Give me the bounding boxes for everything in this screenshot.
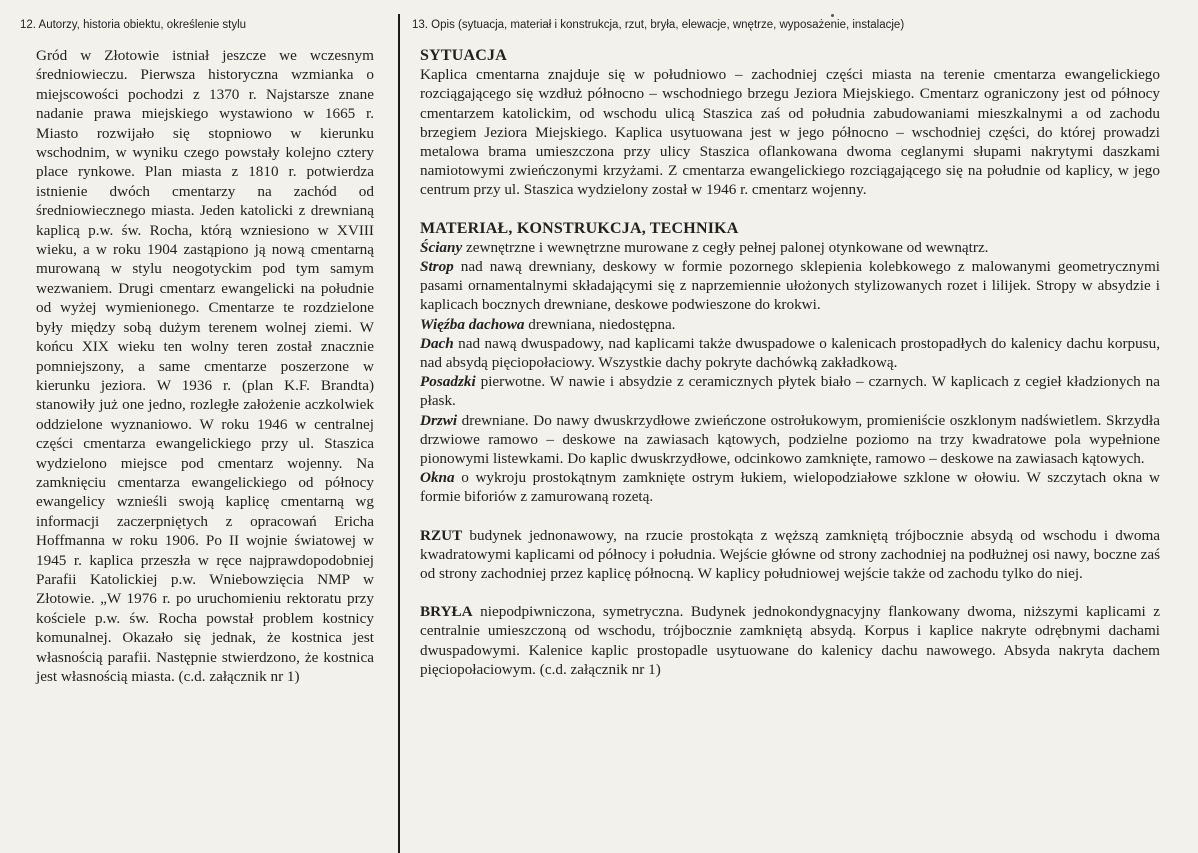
bryla-paragraph — [420, 602, 1160, 679]
text-ceiling: nad nawą drewniany, deskowy w formie pozornego sklepienia kolebkowego z malowanymi geometrycznymi pasami ornamentalnymi składającymi się z naprzemiennie ułożonych stylizowanych rozet i lilijek. Stropy w absydzie i kaplicach bocznych drewniane, deskowe podwieszone do krokwi. — [420, 258, 1160, 314]
term-floors: Posadzki — [420, 373, 476, 391]
term-roof: Dach — [420, 334, 454, 352]
material-item-roof — [420, 334, 1160, 372]
term-ceiling: Strop — [420, 258, 454, 276]
bryla-heading: BRYŁA — [420, 603, 473, 621]
right-column — [402, 0, 1198, 853]
section-13-header: 13. Opis (sytuacja, materiał i konstrukcja, rzut, bryła, elewacje, wnętrze, wyposażenie, instalacje) — [412, 19, 905, 31]
sytuacja-text: Kaplica cmentarna znajduje się w południowo – zachodniej części miasta na terenie cmentarza ewangelickiego rozciągającego się wzdłuż północno – wschodniego brzegu Jeziora Miejskiego. Cmentarz ograniczony jest od północy cmentarzem katolickim, od wschodu ulicą Staszica zaś od południa zabudowaniami mieszkalnymi a od zachodu brzegiem Jeziora Miejskiego. Kaplica usytuowana jest w jego północno – wschodniej części, do której prowadzi metalowa brama umieszczona przy ulicy Staszica oflankowana dwoma ceglanymi słupami nakrytymi daszkami namiotowymi zwieńczonymi krzyżami. Z cmentarza ewangelickiego rozciągającego się na południe od kaplicy, w jego centrum przy ul. Staszica wydzielony został w 1946 r. cmentarz wojenny. — [420, 66, 1160, 199]
rzut-text: budynek jednonawowy, na rzucie prostokąta z węższą zamkniętą trójbocznie absydą od wschodu i dwoma kwadratowymi kaplicami od północy i południa. Wejście główne od strony zachodniej na podłużnej osi nawy, boczne zaś od strony zachodniej przez kaplicę północną. W kaplicy południowej wejście także od zachodu tylko do niej. — [420, 526, 1160, 583]
column-divider — [398, 14, 400, 853]
material-item-doors — [420, 411, 1160, 469]
left-column — [0, 0, 398, 853]
text-floors: pierwotne. W nawie i absydzie z ceramicznych płytek biało – czarnych. W kaplicach z cegieł kładzionych na płask. — [420, 373, 1160, 410]
text-doors: drewniane. Do nawy dwuskrzydłowe zwieńczone ostrołukowym, promieniście oszklonym nadświetlem. Skrzydła drzwiowe ramowo – deskowe na zawiasach kątowych, podzielne poziomo na trzy kwadratowe pola wypełnione pionowymi listewkami. Do kaplic dwuskrzydłowe, odcinkowo zamknięte, ramowo – deskowe na zawiasach kątowych. — [420, 411, 1160, 468]
section-12-header: 12. Autorzy, historia obiektu, określenie stylu — [20, 19, 247, 31]
material-item-ceiling — [420, 257, 1160, 315]
term-windows: Okna — [420, 469, 455, 487]
material-item-floors — [420, 372, 1160, 410]
text-roof: nad nawą dwuspadowy, nad kaplicami także dwuspadowe o kalenicach prostopadłych do kalenicy dachu korpusu, nad absydą pięciopołaciowy. Wszystkie dachy pokryte dachówką zakładkową. — [420, 334, 1160, 372]
term-walls: Ściany — [420, 238, 463, 256]
material-item-windows — [420, 468, 1160, 506]
term-doors: Drzwi — [420, 411, 458, 429]
text-walls: zewnętrzne i wewnętrzne murowane z cegły pełnej palonej otynkowane od wewnątrz. — [462, 238, 989, 256]
text-windows: o wykroju prostokątnym zamknięte ostrym łukiem, wielopodziałowe szklone w ołowiu. W szczytach okna w formie biforiów z zamurowaną rozetą. — [420, 469, 1160, 506]
description-body — [420, 46, 1160, 679]
material-heading: MATERIAŁ, KONSTRUKCJA, TECHNIKA — [420, 219, 739, 237]
material-item-truss — [420, 315, 1160, 334]
text-truss: drewniana, niedostępna. — [524, 315, 676, 333]
term-truss: Więźba dachowa — [420, 315, 525, 333]
rzut-heading: RZUT — [420, 526, 463, 544]
bryla-text: niepodpiwniczona, symetryczna. Budynek jednokondygnacyjny flankowany dwoma, niższymi kaplicami z centralnie umieszczoną od wschodu, trójbocznie zamkniętą absydą. Korpus i kaplice nakryte odrębnymi dachami dwuspadowymi. Kalenice kaplic prostopadle usytuowane do kalenicy dachu nawowego. Absyda nakryta dachem pięciopołaciowym. (c.d. załącznik nr 1) — [420, 603, 1160, 678]
history-text: Gród w Złotowie istniał jeszcze we wczesnym średniowieczu. Pierwsza historyczna wzmianka o miejscowości pochodzi z 1370 r. Najstarsze znane nadanie prawa miejskiego wystawiono w 1665 r. Miasto rozwijało się stopniowo w kierunku wschodnim, w wyniku czego powstały kolejno cztery place rynkowe. Plan miasta z 1810 r. potwierdza istnienie dwóch cmentarzy na zachód od średniowiecznego miasta. Jeden katolicki z drewnianą kaplicą p.w. św. Rocha, którą wzniesiono w XVIII wieku, a w roku 1904 zastąpiono ją nową cmentarną murowaną w stylu neogotyckim pod tym samym wezwaniem. Drugi cmentarz ewangelicki na południe od wyżej wymienionego. Cmentarze te rozdzielone były między sobą dużym terenem wolnej ziemi. W końcu XIX wieku ten wolny teren został znacznie pomniejszony, a same cmentarze poszerzone w kierunku jeziora. W 1936 r. (plan K.F. Brandta) stanowiły już one jedno, rozległe założenie aczkolwiek oddzielone wyznaniowo. W roku 1946 w centralnej części cmentarza ewangelickiego przy ul. Staszica wydzielono miejsce pod cmentarz wojenny. Na zamknięciu cmentarza ewangelickiego od północy ewangelicy wznieśli swoją kaplicę cmentarną wg informacji zaczerpniętych z opracowań Ericha Hoffmanna w roku 1906. Po II wojnie światowej w 1945 r. kaplica przeszła w ręce najprawdopodobniej Parafii Katolickiej p.w. Wniebowzięcia NMP w Złotowie. „W 1976 r. po uruchomieniu rektoratu przy kościele p.w. św. Rocha powstał problem kostnicy komunalnej. Okazało się jednak, że kostnica jest własnością parafii. Następnie stwierdzono, że kostnica jest własnością miasta. (c.d. załącznik nr 1) — [36, 47, 374, 685]
rzut-paragraph — [420, 526, 1160, 584]
material-item-walls — [420, 238, 1160, 257]
sytuacja-heading: SYTUACJA — [420, 47, 507, 64]
